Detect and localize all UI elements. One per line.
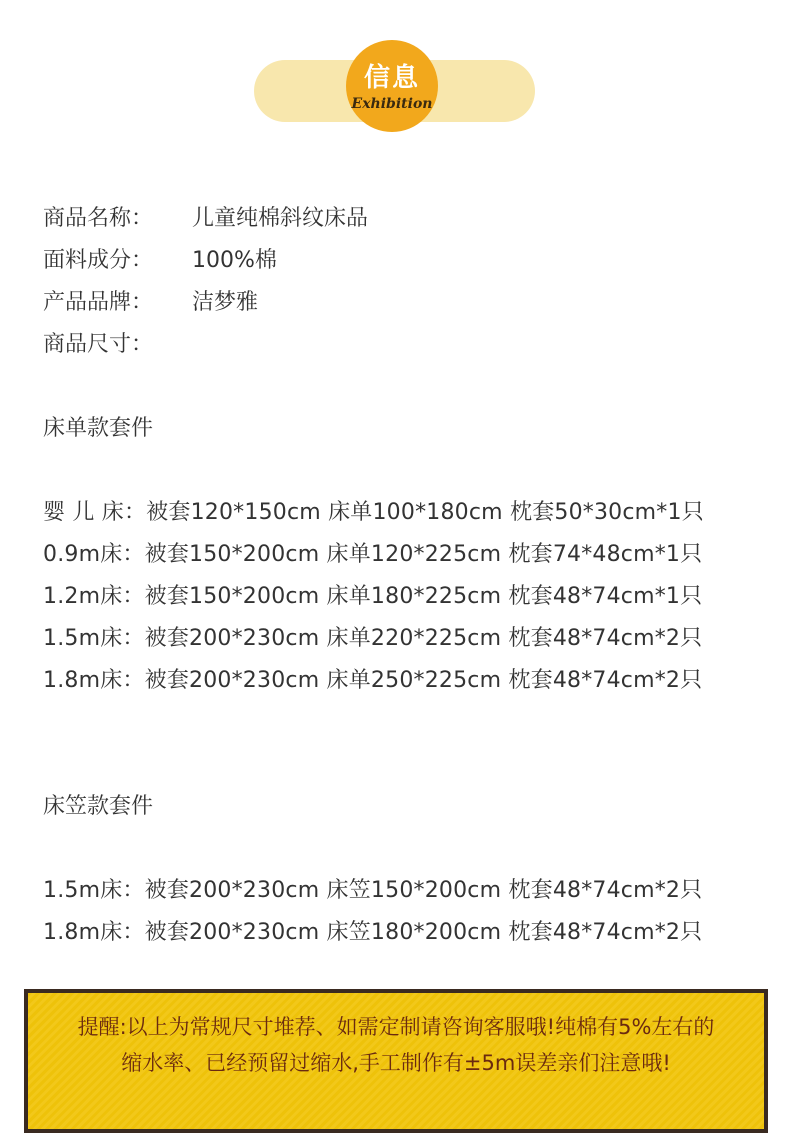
fitted-set-size-list — [43, 870, 702, 954]
info-label: 面料成分： — [43, 248, 154, 273]
info-label: 商品名称： — [43, 206, 154, 231]
header-subtitle: Exhibition — [351, 96, 433, 112]
info-value: 儿童纯棉斜纹床品 — [192, 206, 369, 231]
sheet-set-heading: 床单款套件 — [43, 416, 154, 441]
header-badge — [346, 40, 438, 132]
size-row: 1.8m床：被套200*230cm 床笠180*200cm 枕套48*74cm*2只 — [43, 920, 703, 945]
size-row: 0.9m床：被套150*200cm 床单120*225cm 枕套74*48cm*1只 — [43, 542, 703, 567]
product-info — [43, 198, 368, 366]
header-title: 信息 — [363, 63, 420, 93]
size-row: 1.5m床：被套200*230cm 床单220*225cm 枕套48*74cm*2只 — [43, 626, 703, 651]
info-row-size — [43, 324, 368, 366]
info-value: 100%棉 — [192, 248, 277, 273]
info-label: 商品尺寸： — [43, 332, 154, 357]
size-row: 婴 儿 床：被套120*150cm 床单100*180cm 枕套50*30cm*1只 — [43, 500, 704, 525]
info-row-brand — [43, 282, 368, 324]
size-row: 1.8m床：被套200*230cm 床单250*225cm 枕套48*74cm*2只 — [43, 668, 703, 693]
fitted-set-heading: 床笠款套件 — [43, 794, 154, 819]
notice-box — [24, 989, 768, 1133]
notice-text — [28, 1009, 764, 1081]
info-label: 产品品牌： — [43, 290, 154, 315]
info-row-name — [43, 198, 368, 240]
size-row: 1.2m床：被套150*200cm 床单180*225cm 枕套48*74cm*1只 — [43, 584, 703, 609]
notice-line-1: 提醒:以上为常规尺寸堆荐、如需定制请咨询客服哦!纯棉有5%左右的 — [77, 1015, 715, 1039]
size-row: 1.5m床：被套200*230cm 床笠150*200cm 枕套48*74cm*2只 — [43, 878, 703, 903]
info-value: 洁梦雅 — [192, 290, 259, 315]
sheet-set-size-list — [43, 492, 704, 702]
info-row-material — [43, 240, 368, 282]
notice-line-2: 缩水率、已经预留过缩水,手工制作有±5m误差亲们注意哦! — [121, 1051, 671, 1075]
